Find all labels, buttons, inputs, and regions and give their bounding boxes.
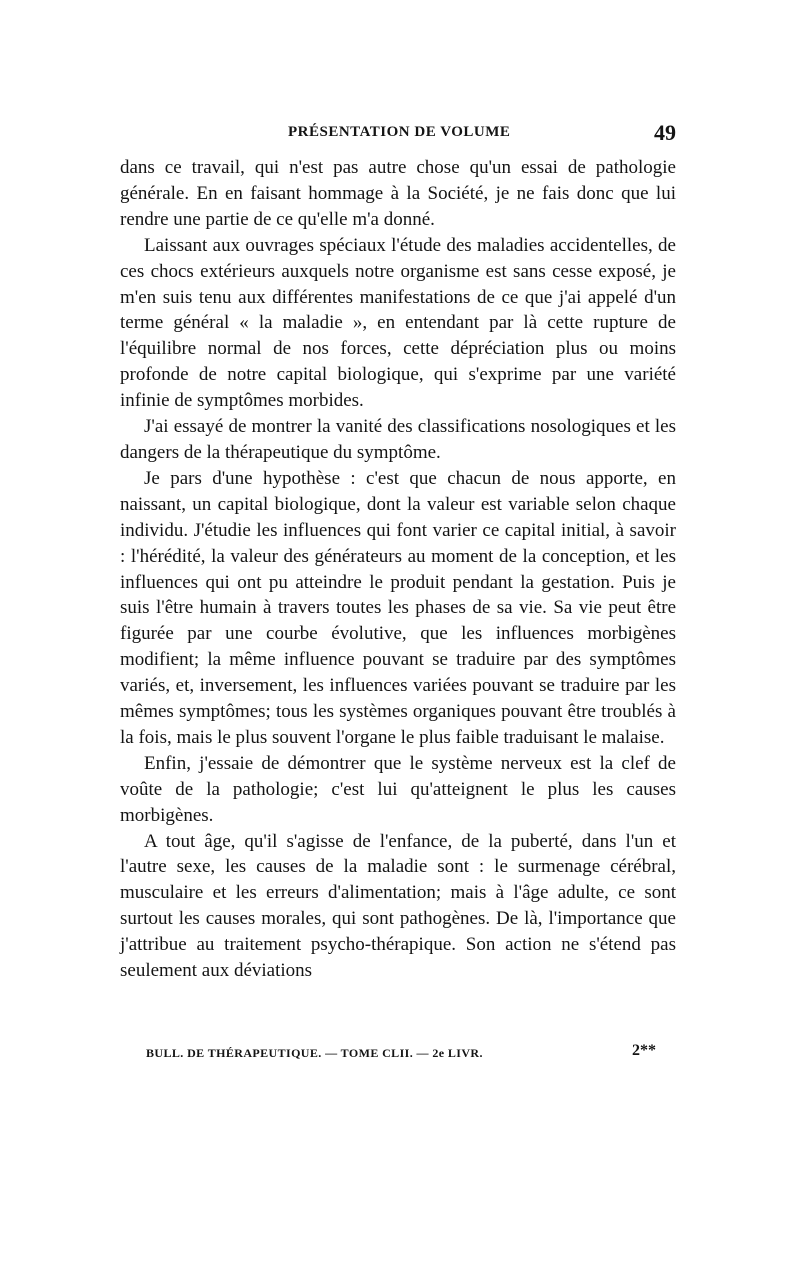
paragraph-maladies-accidentelles: Laissant aux ouvrages spéciaux l'étude des maladies accidentelles, de ces chocs extérieurs auxquels notre organisme est sans cesse exposé, je m'en suis tenu aux différentes manifestations de ce que j'ai appelé d'un terme général « la maladie », en entendant par là cette rupture de l'équilibre normal de nos forces, cette dépréciation plus ou moins profonde de notre capital biologique, qui s'exprime par une variété infinie de symptômes morbides. [120, 234, 676, 412]
running-title: PRÉSENTATION DE VOLUME [288, 124, 511, 140]
paragraph-classifications: J'ai essayé de montrer la vanité des classifications nosologiques et les dangers de la thérapeutique du symptôme. [120, 416, 676, 463]
page-number: 49 [654, 120, 676, 145]
paragraph-continuation: dans ce travail, qui n'est pas autre chose qu'un essai de pathologie générale. En en faisant hommage à la Société, je ne fais donc que lui rendre une partie de ce qu'elle m'a donné. [120, 157, 676, 230]
paragraph-systeme-nerveux: Enfin, j'essaie de démontrer que le système nerveux est la clef de voûte de la pathologie; c'est lui qu'atteignent le plus les causes morbigènes. [120, 752, 676, 826]
page-footer [146, 1042, 656, 1064]
page-header [120, 120, 676, 154]
footer-publication-line: BULL. DE THÉRAPEUTIQUE. — TOME CLII. — 2e LIVR. [146, 1046, 483, 1060]
paragraph-hypothese: Je pars d'une hypothèse : c'est que chacun de nous apporte, en naissant, un capital biologique, dont la valeur est variable selon chaque individu. J'étudie les influences qui font varier ce capital initial, à savoir : l'hérédité, la valeur des générateurs au moment de la conception, et les influences qui ont pu atteindre le produit pendant la gestation. Puis je suis l'être humain à travers toutes les phases de sa vie. Sa vie peut être figurée par une courbe évolutive, que les influences morbigènes modifient; la même influence pouvant se traduire par des symptômes variés, et, inversement, les influences variées pouvant se traduire par les mêmes symptômes; tous les systèmes organiques pouvant être troublés à la fois, mais le plus souvent l'organe le plus faible traduisant le malaise. [120, 467, 676, 748]
paragraph-causes: A tout âge, qu'il s'agisse de l'enfance, de la puberté, dans l'un et l'autre sexe, les causes de la maladie sont : le surmenage cérébral, musculaire et les erreurs d'alimentation; mais à l'âge adulte, ce sont surtout les causes morales, qui sont pathogènes. De là, l'importance que j'attribue au traitement psycho-thérapique. Son action ne s'étend pas seulement aux déviations [120, 830, 676, 982]
body-text [120, 155, 676, 984]
signature-mark: 2** [632, 1042, 656, 1059]
